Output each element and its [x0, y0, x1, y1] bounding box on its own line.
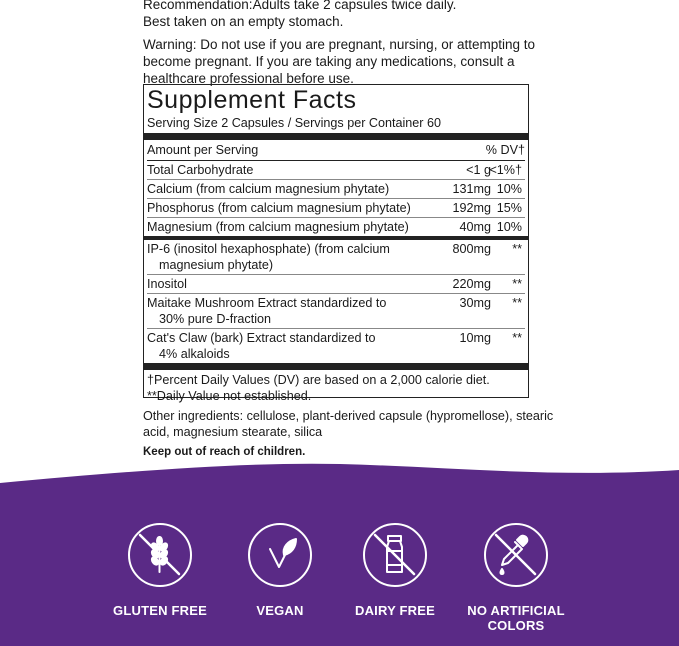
recommendation-body: Adults take 2 capsules twice daily. [252, 0, 457, 12]
milk-bottle-crossed-icon [365, 525, 424, 584]
ingredient-name-line1: Magnesium (from calcium magnesium phytate) [147, 220, 409, 234]
badge-label-gluten-free: GLUTEN FREE [113, 603, 207, 618]
badge-dairy-free [335, 523, 455, 618]
ingredient-name-line1: Maitake Mushroom Extract standardized to [147, 296, 387, 310]
ingredient-dv: ** [512, 242, 522, 256]
footnote-not-established: **Daily Value not established. [147, 389, 312, 403]
other-ingredients: Other ingredients: cellulose, plant-derived capsule (hypromellose), stearic acid, magnesium stearate, silica [143, 409, 554, 439]
warning-label: Warning: [143, 37, 197, 52]
ingredient-amount: 10mg [459, 331, 491, 345]
ingredient-name-line1: Total Carbohydrate [147, 163, 254, 177]
recommendation-label: Recommendation: [143, 0, 253, 12]
badge-label-line2: COLORS [487, 618, 545, 633]
ingredient-amount: <1 g [466, 163, 491, 177]
ingredient-dv: 15% [496, 201, 522, 215]
ingredient-amount: 800mg [452, 242, 491, 256]
leaf-icon [250, 525, 309, 584]
ingredient-dv: 10% [496, 220, 522, 234]
badge-vegan [220, 523, 340, 618]
ingredient-name-line1: Calcium (from calcium magnesium phytate) [147, 182, 390, 196]
dv-header: % DV† [485, 143, 525, 157]
ingredient-dv: ** [512, 296, 522, 310]
facts-title: Supplement Facts [147, 86, 357, 114]
ingredient-name-line2: 30% pure D-fraction [159, 312, 271, 326]
ingredient-name-line1: Cat's Claw (bark) Extract standardized to [147, 331, 376, 345]
ingredient-name-line2: 4% alkaloids [159, 347, 230, 361]
ingredient-amount: 40mg [459, 220, 491, 234]
ingredient-name-line1: Phosphorus (from calcium magnesium phytate) [147, 201, 411, 215]
ingredient-dv: ** [512, 331, 522, 345]
ingredient-dv: ** [512, 277, 522, 291]
badge-no-artificial-colors [456, 523, 576, 633]
ingredient-amount: 220mg [452, 277, 491, 291]
footnote-dv: †Percent Daily Values (DV) are based on a 2,000 calorie diet. [147, 373, 490, 387]
wheat-crossed-icon [130, 525, 189, 584]
amount-header: Amount per Serving [147, 143, 259, 157]
badge-label-no-artificial [456, 603, 576, 633]
ingredient-amount: 131mg [452, 182, 491, 196]
badge-label-vegan: VEGAN [256, 603, 304, 618]
ingredient-name-line1: IP-6 (inositol hexaphosphate) (from calcium [147, 242, 390, 256]
badge-gluten-free [100, 523, 220, 618]
badge-label-dairy-free: DAIRY FREE [354, 603, 435, 618]
ingredient-dv: <1%† [489, 163, 522, 177]
ingredient-amount: 192mg [452, 201, 491, 215]
dropper-crossed-icon [486, 525, 545, 584]
ingredient-amount: 30mg [459, 296, 491, 310]
ingredient-dv: 10% [496, 182, 522, 196]
ingredient-name-line2: magnesium phytate) [159, 258, 274, 272]
warning-body: Do not use if you are pregnant, nursing, or attempting to become pregnant. If you are taking any medications, consult a healthcare professional before use. [143, 37, 535, 86]
serving-info: Serving Size 2 Capsules / Servings per Container 60 [147, 116, 442, 130]
keep-out-warning: Keep out of reach of children. [143, 446, 306, 458]
recommendation-line2: Best taken on an empty stomach. [143, 14, 344, 29]
badge-label-line1: NO ARTIFICIAL [467, 603, 565, 618]
ingredient-name-line1: Inositol [147, 277, 187, 291]
